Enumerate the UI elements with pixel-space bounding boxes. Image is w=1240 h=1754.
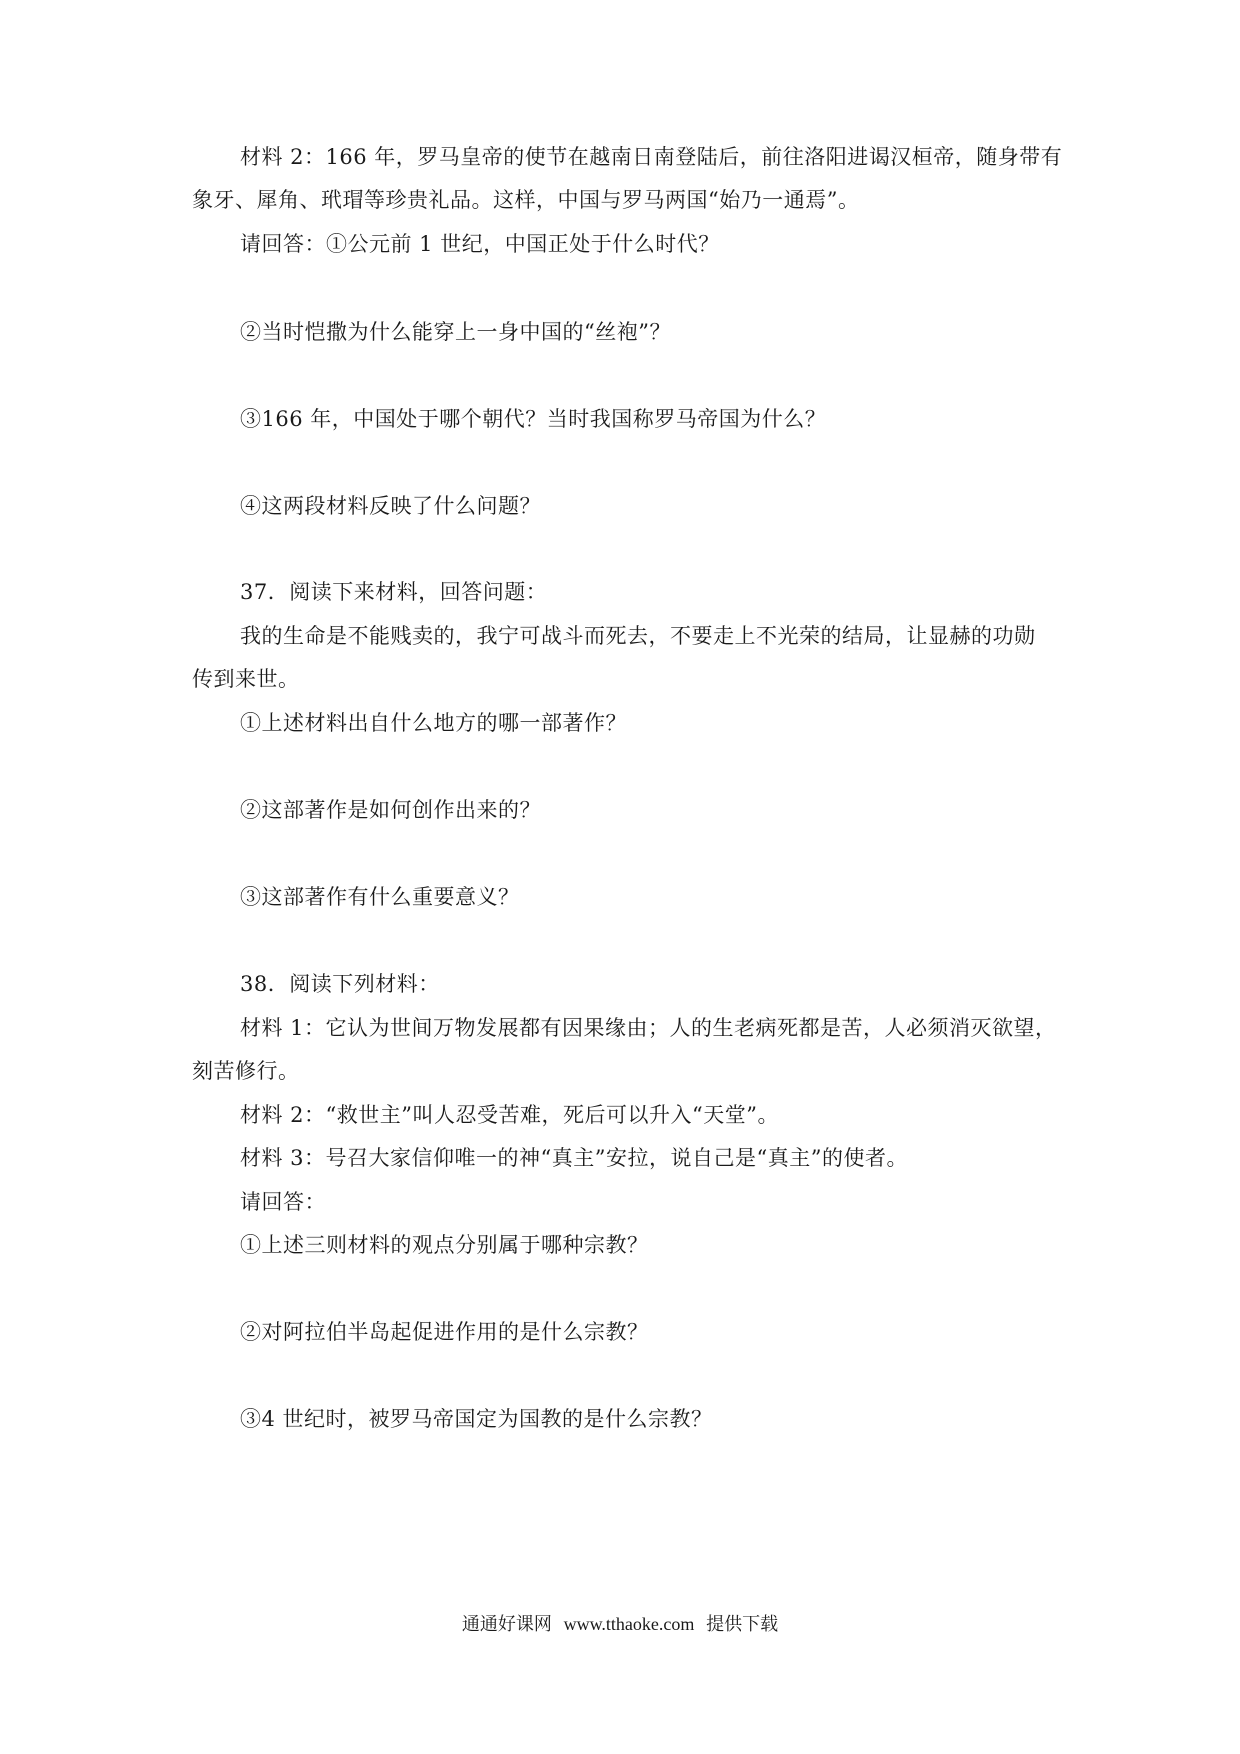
q36-subquestion-2: ②当时恺撒为什么能穿上一身中国的“丝袍”？: [240, 320, 671, 344]
page-footer: [0, 1612, 1240, 1637]
q38-material1-line1: 材料 1：它认为世间万物发展都有因果缘由；人的生老病死都是苦，人必须消灭欲望，: [240, 1016, 1057, 1040]
q38-subquestion-2: ②对阿拉伯半岛起促进作用的是什么宗教？: [240, 1320, 649, 1344]
q38-heading: 38．阅读下列材料：: [240, 972, 440, 996]
q36-prompt: 请回答：①公元前 1 世纪，中国正处于什么时代？: [240, 232, 720, 256]
q36-subquestion-4: ④这两段材料反映了什么问题？: [240, 494, 541, 518]
q38-prompt: 请回答：: [240, 1190, 326, 1214]
q38-material3: 材料 3：号召大家信仰唯一的神“真主”安拉，说自己是“真主”的使者。: [240, 1146, 908, 1170]
footer-suffix: 提供下载: [706, 1614, 779, 1635]
q37-heading: 37．阅读下来材料，回答问题：: [240, 580, 548, 604]
q36-material2-line2: 象牙、犀角、玳瑁等珍贵礼品。这样，中国与罗马两国“始乃一通焉”。: [192, 188, 860, 212]
q38-subquestion-1: ①上述三则材料的观点分别属于哪种宗教？: [240, 1233, 649, 1257]
q36-subquestion-3: ③166 年，中国处于哪个朝代？当时我国称罗马帝国为什么？: [240, 407, 827, 431]
q37-subquestion-1: ①上述材料出自什么地方的哪一部著作？: [240, 711, 627, 735]
q38-subquestion-3: ③4 世纪时，被罗马帝国定为国教的是什么宗教？: [240, 1407, 713, 1431]
footer-url: www.tthaoke.com: [563, 1614, 695, 1634]
footer-site-name: 通通好课网: [461, 1614, 552, 1635]
q38-material2: 材料 2：“救世主”叫人忍受苦难，死后可以升入“天堂”。: [240, 1103, 779, 1127]
q37-subquestion-2: ②这部著作是如何创作出来的？: [240, 798, 541, 822]
q36-material2-line1: 材料 2：166 年，罗马皇帝的使节在越南日南登陆后，前往洛阳进谒汉桓帝，随身带有: [240, 145, 1063, 169]
q37-material-line2: 传到来世。: [192, 667, 300, 691]
q38-material1-line2: 刻苦修行。: [192, 1059, 300, 1083]
q37-subquestion-3: ③这部著作有什么重要意义？: [240, 885, 520, 909]
q37-material-line1: 我的生命是不能贱卖的，我宁可战斗而死去，不要走上不光荣的结局，让显赫的功勋: [240, 624, 1036, 648]
